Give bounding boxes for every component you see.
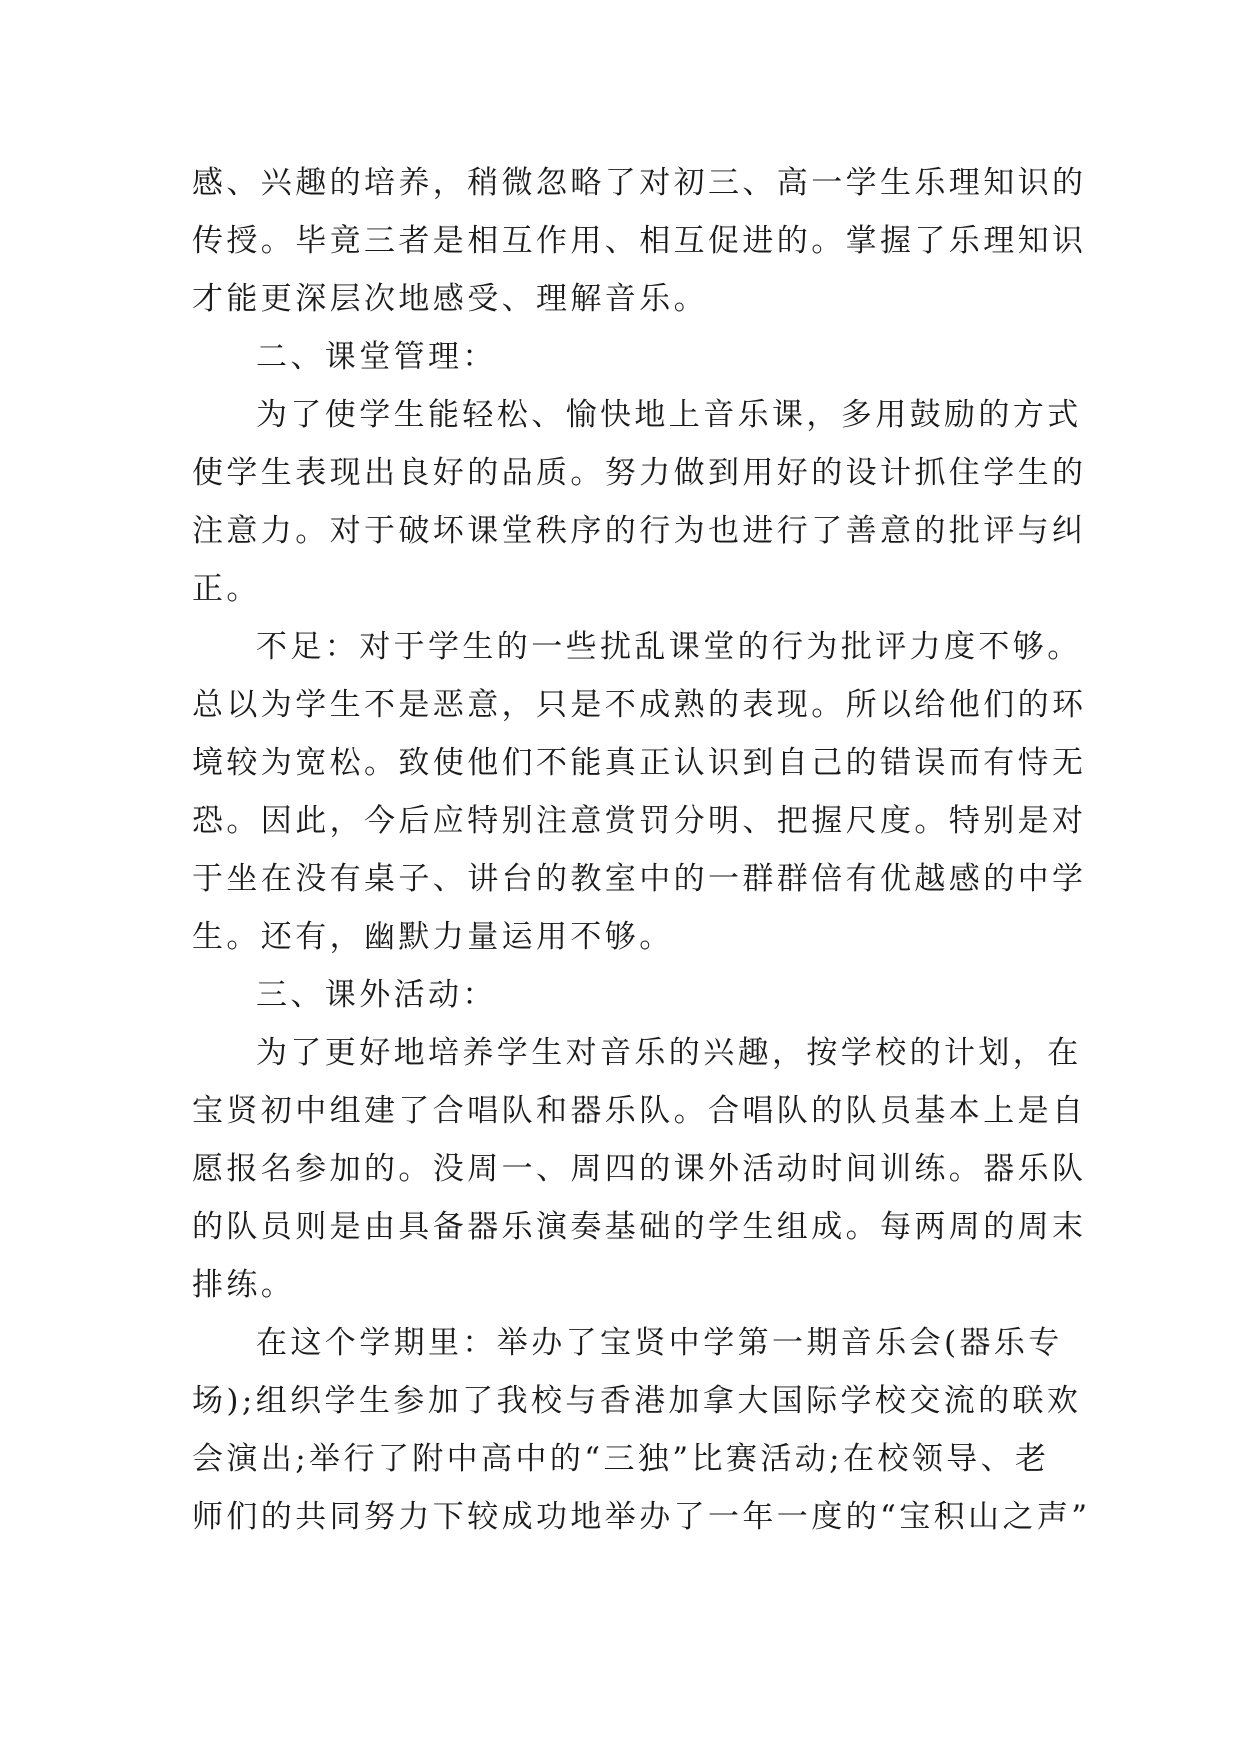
text-line: 在这个学期里：举办了宝贤中学第一期音乐会(器乐专	[256, 1325, 1063, 1361]
text-line: 会演出;举行了附中高中的“三独”比赛活动;在校领导、老	[192, 1441, 1050, 1477]
text-line: 于坐在没有桌子、讲台的教室中的一群群倍有优越感的中学	[192, 861, 1087, 897]
document-page	[192, 154, 1091, 1546]
text-line: 正。	[192, 571, 261, 607]
text-line: 感、兴趣的培养，稍微忽略了对初三、高一学生乐理知识的	[192, 165, 1087, 201]
text-line: 愿报名参加的。没周一、周四的课外活动时间训练。器乐队	[192, 1151, 1087, 1187]
text-line: 总以为学生不是恶意，只是不成熟的表现。所以给他们的环	[192, 687, 1087, 723]
text-line: 师们的共同努力下较成功地举办了一年一度的“宝积山之声”	[192, 1499, 1091, 1535]
text-line: 恐。因此，今后应特别注意赏罚分明、把握尺度。特别是对	[192, 803, 1087, 839]
text-line: 为了更好地培养学生对音乐的兴趣，按学校的计划，在	[256, 1035, 1082, 1071]
text-line: 注意力。对于破坏课堂秩序的行为也进行了善意的批评与纠	[192, 513, 1087, 549]
text-line: 境较为宽松。致使他们不能真正认识到自己的错误而有恃无	[192, 745, 1087, 781]
text-line: 宝贤初中组建了合唱队和器乐队。合唱队的队员基本上是自	[192, 1093, 1087, 1129]
section-heading: 二、课堂管理：	[256, 339, 497, 375]
text-line: 生。还有，幽默力量运用不够。	[192, 919, 674, 955]
text-line: 不足：对于学生的一些扰乱课堂的行为批评力度不够。	[256, 629, 1082, 665]
text-line: 排练。	[192, 1267, 296, 1303]
section-heading: 三、课外活动：	[256, 977, 497, 1013]
text-line: 为了使学生能轻松、愉快地上音乐课，多用鼓励的方式	[256, 397, 1082, 433]
text-line: 的队员则是由具备器乐演奏基础的学生组成。每两周的周末	[192, 1209, 1087, 1245]
text-line: 场);组织学生参加了我校与香港加拿大国际学校交流的联欢	[192, 1383, 1082, 1419]
text-line: 才能更深层次地感受、理解音乐。	[192, 281, 708, 317]
text-line: 使学生表现出良好的品质。努力做到用好的设计抓住学生的	[192, 455, 1087, 491]
text-line: 传授。毕竟三者是相互作用、相互促进的。掌握了乐理知识	[192, 223, 1087, 259]
